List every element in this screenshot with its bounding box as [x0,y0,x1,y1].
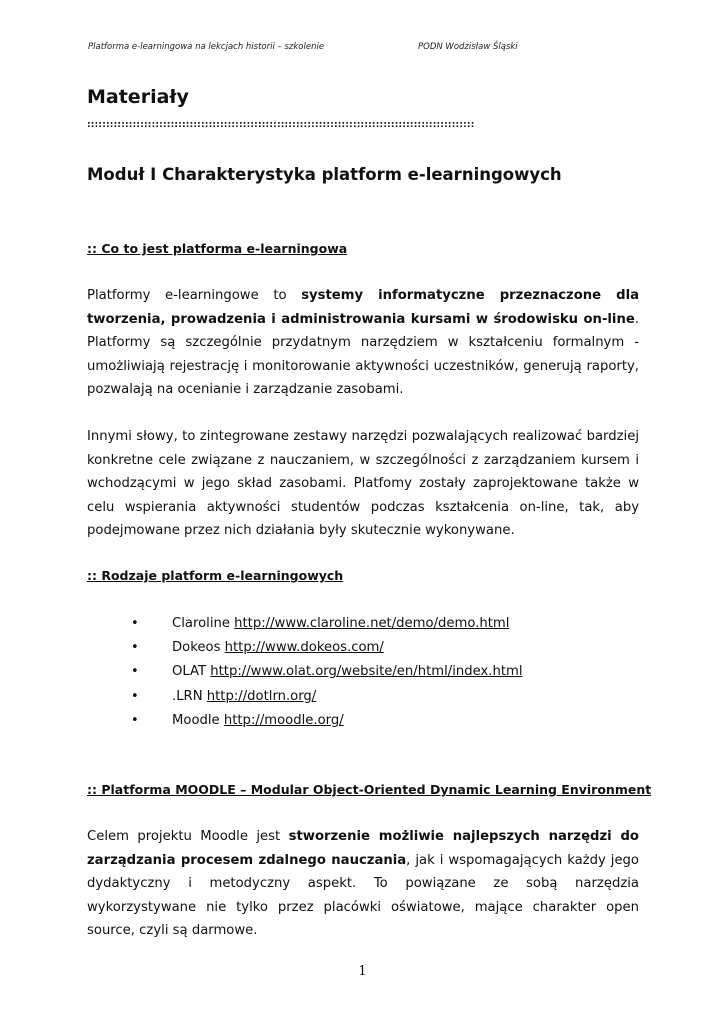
section-heading-platform-types: :: Rodzaje platform e-learningowych [87,568,344,583]
platform-name: .LRN [172,688,207,704]
bullet-icon: • [131,688,139,704]
header-left-text: Platforma e-learningowa na lekcjach historii – szkolenie [88,42,325,52]
page-number: 1 [358,964,367,979]
list-item [87,612,639,636]
bullet-icon: • [131,616,139,631]
paragraph-bold-text: stworzenie możliwie najlepszych narzędzi do zarządzania procesem zdalnego nauczania [87,829,639,868]
list-item [87,660,639,684]
paragraph-bold-text: systemy informatyczne przeznaczone dla tworzenia, prowadzenia i administrowania kursami w środowisku on-line [87,288,639,327]
list-item [87,709,639,733]
section-heading-moodle: :: Platforma MOODLE – Modular Object-Oriented Dynamic Learning Environment [87,782,652,797]
paragraph-text: Platformy e-learningowe to [87,288,302,303]
header-right-text: PODN Wodzisław Śląski [418,42,518,52]
platform-name: OLAT [172,664,211,680]
dotted-separator: :::::::::::::::::::::::::::::::::::::::::::::::::::::::::::::::::::::::::::::::::::::::::::::::::::::: [87,120,475,130]
paragraph-definition [87,284,639,402]
paragraph-moodle-goal [87,825,639,943]
module-title: Moduł I Charakterystyka platform e-learningowych [87,165,562,184]
platform-link[interactable]: http://www.olat.org/website/en/html/index.html [210,664,523,680]
platform-link[interactable]: http://www.claroline.net/demo/demo.html [234,616,510,631]
platform-link[interactable]: http://dotlrn.org/ [206,688,317,704]
platform-name: Moodle [172,712,224,728]
list-item [87,636,639,660]
bullet-icon: • [131,664,139,680]
platform-list [87,612,639,733]
platform-link[interactable]: http://www.dokeos.com/ [224,640,384,656]
page-title: Materiały [87,86,189,108]
paragraph-text: , jak i wspomagających każdy jego dydaktyczny i metodyczny aspekt. To powiązane ze sobą narzędzia wykorzystywane nie tylko przez placówki oświatowe, mające charakter open source, czyli są darmowe. [87,852,639,939]
paragraph-in-other-words: Innymi słowy, to zintegrowane zestawy narzędzi pozwalających realizować bardziej konkretne cele związane z nauczaniem, w szczególności z zarządzaniem kursem i wchodzącymi w jego skład zasobami. Platfomy zostały zaprojektowane także w celu wspierania aktywności studentów podczas kształcenia on-line, tak, aby podejmowane przez nich działania były skutecznie wykonywane. [87,429,639,539]
bullet-icon: • [131,640,139,656]
list-item [87,685,639,709]
platform-link[interactable]: http://moodle.org/ [223,712,344,728]
platform-name: Dokeos [172,640,225,656]
bullet-icon: • [131,712,139,728]
paragraph-text: Celem projektu Moodle jest [87,829,289,844]
section-heading-what-is: :: Co to jest platforma e-learningowa [87,241,348,256]
platform-name: Claroline [172,616,235,631]
paragraph-text: . Platformy są szczególnie przydatnym narzędziem w kształceniu formalnym - umożliwiają rejestrację i monitorowanie aktywności uczestników, generują raporty, pozwalają na ocenianie i zarządzanie zasobami. [87,311,639,398]
